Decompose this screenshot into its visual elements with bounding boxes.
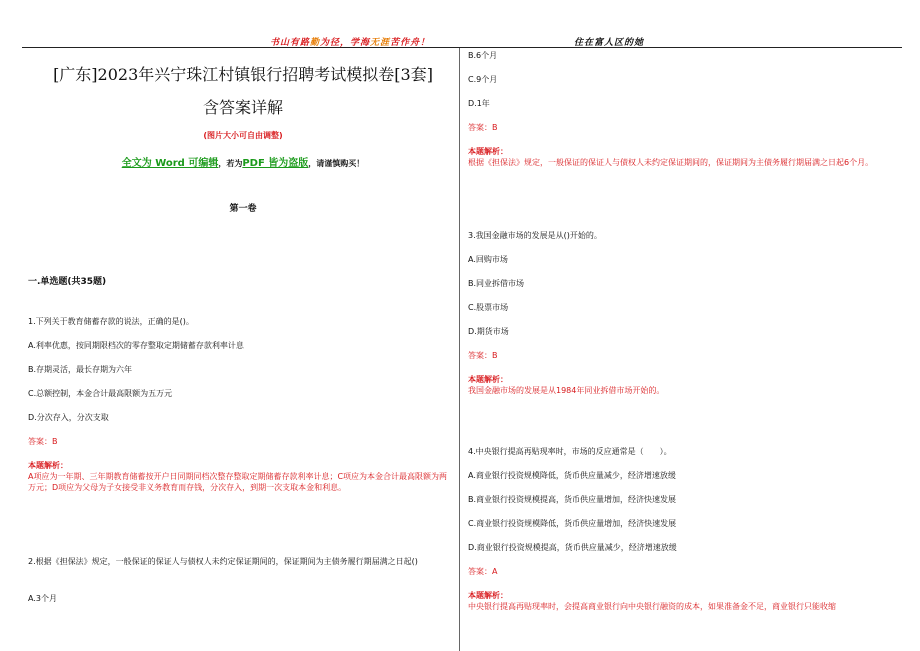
volume-heading: 第一卷 [229, 204, 257, 214]
motto-part-1: 书山有路 [270, 38, 311, 48]
q3-option-c: C.股票市场 [468, 303, 509, 312]
motto-part-5: 苦作舟！ [390, 38, 431, 48]
q2-explain-label: 本题解析： [468, 147, 508, 156]
motto-part-4: 无涯 [370, 38, 391, 48]
motto-part-3: 为径，学海 [320, 38, 371, 48]
header-right-text: 住在富人区的她 [574, 38, 645, 48]
q3-option-b: B.同业拆借市场 [468, 279, 525, 288]
section-heading: 一.单选题(共35题) [28, 277, 107, 287]
q1-answer: 答案：B [28, 437, 58, 446]
q4-option-d: D.商业银行投资规模提高，货币供应量减少，经济增速放缓 [468, 543, 677, 552]
q1-option-a: A.利率优惠，按同期限档次的零存整取定期储蓄存款利率计息 [28, 341, 244, 350]
q2-explain: 根据《担保法》规定，一般保证的保证人与债权人未约定保证期间的，保证期间为主债务履行期届满之日起6个月。 [468, 158, 874, 167]
q1-option-b: B.存期灵活，最长存期为六年 [28, 365, 133, 374]
word-notice [28, 154, 458, 169]
size-note: (图片大小可自由调整) [203, 131, 283, 140]
q4-option-c: C.商业银行投资规模降低，货币供应量增加，经济快速发展 [468, 519, 677, 528]
q3-explain-label: 本题解析： [468, 375, 508, 384]
q1-explain-label: 本题解析： [28, 461, 68, 470]
q2-stem: 2.根据《担保法》规定，一般保证的保证人与债权人未约定保证期间的，保证期间为主债务履行期届满之日起() [28, 557, 418, 566]
word-suffix-text: ，请谨慎购买！ [308, 159, 365, 168]
q4-option-b: B.商业银行投资规模提高，货币供应量增加，经济快速发展 [468, 495, 677, 504]
pdf-pirate-text: PDF 皆为盗版 [242, 158, 309, 169]
q4-option-a: A.商业银行投资规模降低，货币供应量减少，经济增速放缓 [468, 471, 676, 480]
q4-explain-label: 本题解析： [468, 591, 508, 600]
right-column [468, 48, 898, 651]
q4-explain: 中央银行提高再贴现率时，会提高商业银行向中央银行融资的成本，如果准备金不足，商业银行只能收缩 [468, 602, 836, 611]
word-editable-text: 全文为 Word 可编辑 [121, 158, 219, 169]
motto-part-2: 勤 [310, 38, 321, 48]
q3-option-d: D.期货市场 [468, 327, 509, 336]
column-divider [459, 48, 460, 651]
q3-explain: 我国金融市场的发展是从1984年同业拆借市场开始的。 [468, 386, 665, 395]
q1-stem: 1.下列关于教育储蓄存款的说法，正确的是()。 [28, 317, 194, 326]
q2-answer: 答案：B [468, 123, 498, 132]
q4-answer: 答案：A [468, 567, 498, 576]
q3-stem: 3.我国金融市场的发展是从()开始的。 [468, 231, 602, 240]
q2-option-d: D.1年 [468, 99, 490, 108]
q2-option-c: C.9个月 [468, 75, 498, 84]
left-column [28, 48, 453, 651]
q4-stem: 4.中央银行提高再贴现率时，市场的反应通常是（ ）。 [468, 447, 672, 456]
word-mid-text: ，若为 [218, 159, 243, 168]
q1-option-d: D.分次存入，分次支取 [28, 413, 109, 422]
doc-title-line-2: 含答案详解 [202, 98, 283, 117]
q2-option-b: B.6个月 [468, 51, 498, 60]
q2-option-a: A.3个月 [28, 594, 57, 603]
q3-answer: 答案：B [468, 351, 498, 360]
q1-option-c: C.总额控制，本金合计最高限额为五万元 [28, 389, 173, 398]
doc-title-line-1: [广东]2023年兴宁珠江村镇银行招聘考试模拟卷[3套] [53, 65, 433, 84]
q1-explain: A项应为一年期、三年期教育储蓄按开户日同期同档次整存整取定期储蓄存款利率计息；C项应为本金合计最高限额为两万元；D项应为父母为子女接受非义务教育而存钱，分次存入，到期一次支取本金和利息。 [28, 472, 448, 492]
q3-option-a: A.回购市场 [468, 255, 508, 264]
